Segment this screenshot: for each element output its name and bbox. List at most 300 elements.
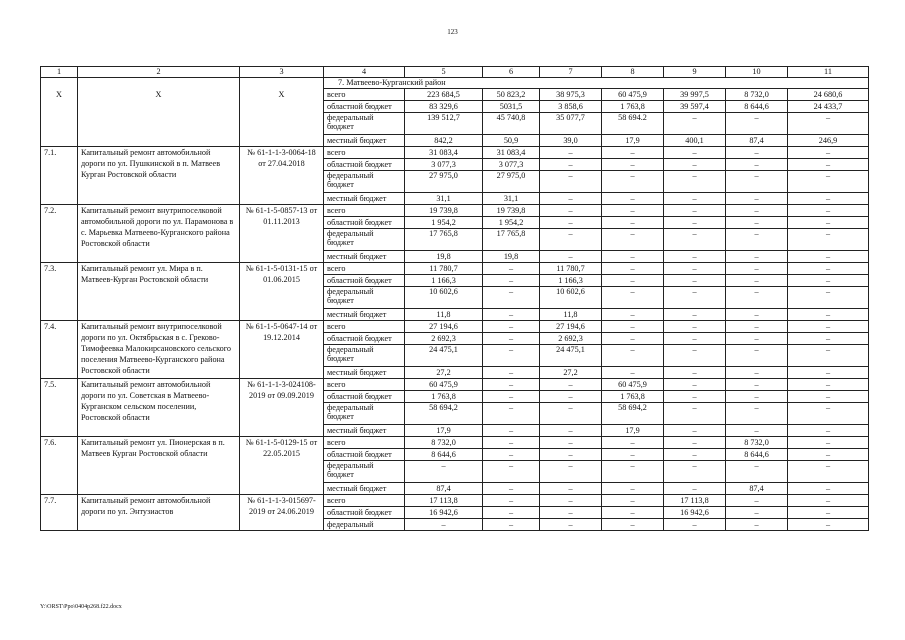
item-number: 7.2. xyxy=(41,205,78,263)
amount-cell: 19 739,8 xyxy=(405,205,483,217)
amount-cell: – xyxy=(726,229,788,251)
amount-cell: – xyxy=(726,205,788,217)
amount-cell: – xyxy=(726,367,788,379)
amount-cell: – xyxy=(726,333,788,345)
amount-cell: – xyxy=(540,229,602,251)
amount-cell: – xyxy=(726,287,788,309)
amount-cell: – xyxy=(483,287,540,309)
amount-cell: – xyxy=(788,217,869,229)
amount-cell: 39 997,5 xyxy=(664,89,726,101)
amount-cell: 45 740,8 xyxy=(483,113,540,135)
amount-cell: – xyxy=(788,229,869,251)
funding-source: местный бюджет xyxy=(324,367,405,379)
amount-cell: – xyxy=(788,251,869,263)
amount-cell: 24 475,1 xyxy=(540,345,602,367)
amount-cell: – xyxy=(602,309,664,321)
amount-cell: 842,2 xyxy=(405,135,483,147)
amount-cell: 27 975,0 xyxy=(483,171,540,193)
amount-cell: – xyxy=(726,147,788,159)
amount-cell: – xyxy=(602,495,664,507)
amount-cell: – xyxy=(540,403,602,425)
amount-cell: – xyxy=(602,171,664,193)
budget-table xyxy=(40,66,869,531)
summary-col3 xyxy=(240,135,324,147)
amount-cell: – xyxy=(483,483,540,495)
amount-cell: – xyxy=(664,287,726,309)
funding-source: федеральный бюджет xyxy=(324,403,405,425)
item-document: № 61-1-1-3-015697-2019 от 24.06.2019 xyxy=(240,495,324,531)
amount-cell: – xyxy=(726,263,788,275)
amount-cell: – xyxy=(726,193,788,205)
amount-cell: – xyxy=(788,519,869,531)
amount-cell: 58 694.2 xyxy=(602,113,664,135)
summary-col3: Х xyxy=(240,89,324,101)
amount-cell: – xyxy=(664,193,726,205)
summary-col2 xyxy=(78,135,240,147)
item-name: Капитальный ремонт внутрипоселковой дороги по ул. Октябрьская в с. Греково-Тимофеевка Малокирсановского сельского поселения Матвеево-Курганского района Ростовской области xyxy=(78,321,240,379)
amount-cell: – xyxy=(602,437,664,449)
amount-cell: 246,9 xyxy=(788,135,869,147)
amount-cell: – xyxy=(726,171,788,193)
amount-cell: – xyxy=(788,205,869,217)
amount-cell: – xyxy=(664,333,726,345)
amount-cell: – xyxy=(788,379,869,391)
amount-cell: 1 166,3 xyxy=(540,275,602,287)
amount-cell: – xyxy=(726,379,788,391)
amount-cell: 27,2 xyxy=(540,367,602,379)
amount-cell: – xyxy=(726,495,788,507)
amount-cell: – xyxy=(788,495,869,507)
funding-source: местный бюджет xyxy=(324,251,405,263)
amount-cell: – xyxy=(602,333,664,345)
amount-cell: – xyxy=(602,263,664,275)
amount-cell: 139 512,7 xyxy=(405,113,483,135)
amount-cell: 35 077,7 xyxy=(540,113,602,135)
amount-cell: – xyxy=(602,345,664,367)
amount-cell: – xyxy=(726,113,788,135)
amount-cell: – xyxy=(483,403,540,425)
amount-cell: – xyxy=(540,171,602,193)
funding-source: областной бюджет xyxy=(324,449,405,461)
amount-cell: 60 475,9 xyxy=(405,379,483,391)
funding-source: областной бюджет xyxy=(324,333,405,345)
amount-cell: – xyxy=(788,403,869,425)
amount-cell: – xyxy=(483,461,540,483)
amount-cell: – xyxy=(483,309,540,321)
amount-cell: – xyxy=(726,321,788,333)
amount-cell: 8 644,6 xyxy=(726,449,788,461)
summary-col1 xyxy=(41,113,78,135)
amount-cell: 31,1 xyxy=(405,193,483,205)
amount-cell: 87,4 xyxy=(726,483,788,495)
amount-cell: – xyxy=(664,379,726,391)
amount-cell: – xyxy=(664,147,726,159)
amount-cell: – xyxy=(726,519,788,531)
table-row xyxy=(41,495,869,507)
amount-cell: 31,1 xyxy=(483,193,540,205)
summary-col2: Х xyxy=(78,89,240,101)
amount-cell: – xyxy=(664,403,726,425)
amount-cell: – xyxy=(483,367,540,379)
amount-cell: 24 475,1 xyxy=(405,345,483,367)
amount-cell: – xyxy=(602,251,664,263)
amount-cell: – xyxy=(483,507,540,519)
amount-cell: – xyxy=(788,507,869,519)
amount-cell: – xyxy=(540,495,602,507)
amount-cell: 19,8 xyxy=(405,251,483,263)
column-header: 2 xyxy=(78,67,240,78)
funding-source: областной бюджет xyxy=(324,391,405,403)
amount-cell: – xyxy=(483,321,540,333)
funding-source: федеральный бюджет xyxy=(324,171,405,193)
amount-cell: – xyxy=(726,345,788,367)
amount-cell: – xyxy=(483,425,540,437)
amount-cell: – xyxy=(664,275,726,287)
item-number: 7.5. xyxy=(41,379,78,437)
funding-source: федеральный бюджет xyxy=(324,113,405,135)
funding-source: областной бюджет xyxy=(324,275,405,287)
summary-col3 xyxy=(240,113,324,135)
amount-cell: – xyxy=(540,425,602,437)
table-row xyxy=(41,321,869,333)
amount-cell: – xyxy=(540,449,602,461)
amount-cell: – xyxy=(483,333,540,345)
funding-source: всего xyxy=(324,89,405,101)
amount-cell: – xyxy=(726,461,788,483)
amount-cell: 50,9 xyxy=(483,135,540,147)
table-row xyxy=(41,89,869,101)
item-number: 7.3. xyxy=(41,263,78,321)
amount-cell: 3 077,3 xyxy=(483,159,540,171)
amount-cell: – xyxy=(664,321,726,333)
item-document: № 61-1-1-3-0064-18 от 27.04.2018 xyxy=(240,147,324,205)
amount-cell: 3 858,6 xyxy=(540,101,602,113)
amount-cell: 1 763,8 xyxy=(405,391,483,403)
amount-cell: – xyxy=(483,519,540,531)
summary-col1: Х xyxy=(41,89,78,101)
amount-cell: – xyxy=(788,159,869,171)
amount-cell: – xyxy=(788,449,869,461)
amount-cell: – xyxy=(540,217,602,229)
amount-cell: – xyxy=(788,113,869,135)
amount-cell: – xyxy=(602,449,664,461)
amount-cell: 11 780,7 xyxy=(405,263,483,275)
amount-cell: 19,8 xyxy=(483,251,540,263)
section-row xyxy=(41,78,869,89)
amount-cell: 27,2 xyxy=(405,367,483,379)
item-number: 7.6. xyxy=(41,437,78,495)
amount-cell: 3 077,3 xyxy=(405,159,483,171)
funding-source: федеральный бюджет xyxy=(324,461,405,483)
amount-cell: 39,0 xyxy=(540,135,602,147)
amount-cell: – xyxy=(540,193,602,205)
amount-cell: – xyxy=(788,287,869,309)
item-name: Капитальный ремонт ул. Пионерская в п. Матвеев Курган Ростовской области xyxy=(78,437,240,495)
amount-cell: – xyxy=(405,519,483,531)
amount-cell: 24 680,6 xyxy=(788,89,869,101)
amount-cell: – xyxy=(664,159,726,171)
amount-cell: – xyxy=(602,519,664,531)
table-row xyxy=(41,379,869,391)
amount-cell: – xyxy=(602,367,664,379)
amount-cell: 58 694,2 xyxy=(602,403,664,425)
amount-cell: – xyxy=(788,483,869,495)
amount-cell: 8 644,6 xyxy=(405,449,483,461)
summary-col1 xyxy=(41,135,78,147)
summary-col2 xyxy=(78,113,240,135)
amount-cell: – xyxy=(788,345,869,367)
amount-cell: – xyxy=(540,507,602,519)
amount-cell: 8 732,0 xyxy=(726,437,788,449)
amount-cell: – xyxy=(540,379,602,391)
item-document: № 61-1-5-0857-13 от 01.11.2013 xyxy=(240,205,324,263)
item-number: 7.1. xyxy=(41,147,78,205)
amount-cell: 1 166,3 xyxy=(405,275,483,287)
amount-cell: – xyxy=(664,229,726,251)
amount-cell: – xyxy=(664,425,726,437)
funding-source: всего xyxy=(324,437,405,449)
amount-cell: – xyxy=(602,287,664,309)
column-header: 7 xyxy=(540,67,602,78)
amount-cell: 17 765,8 xyxy=(483,229,540,251)
amount-cell: – xyxy=(664,251,726,263)
amount-cell: – xyxy=(602,193,664,205)
amount-cell: – xyxy=(788,391,869,403)
amount-cell: 10 602,6 xyxy=(405,287,483,309)
amount-cell: – xyxy=(483,263,540,275)
amount-cell: 400,1 xyxy=(664,135,726,147)
amount-cell: – xyxy=(540,519,602,531)
amount-cell: – xyxy=(664,391,726,403)
amount-cell: 16 942,6 xyxy=(405,507,483,519)
funding-source: областной бюджет xyxy=(324,101,405,113)
amount-cell: 17 113,8 xyxy=(405,495,483,507)
amount-cell: 223 684,5 xyxy=(405,89,483,101)
column-header: 5 xyxy=(405,67,483,78)
column-header: 8 xyxy=(602,67,664,78)
amount-cell: – xyxy=(726,275,788,287)
amount-cell: 27 194,6 xyxy=(540,321,602,333)
amount-cell: – xyxy=(664,461,726,483)
amount-cell: – xyxy=(788,333,869,345)
amount-cell: – xyxy=(602,461,664,483)
amount-cell: 17,9 xyxy=(602,135,664,147)
summary-col1 xyxy=(41,101,78,113)
amount-cell: – xyxy=(788,321,869,333)
amount-cell: – xyxy=(602,205,664,217)
amount-cell: – xyxy=(602,229,664,251)
funding-source: местный бюджет xyxy=(324,483,405,495)
amount-cell: – xyxy=(788,367,869,379)
amount-cell: – xyxy=(726,251,788,263)
amount-cell: – xyxy=(540,147,602,159)
amount-cell: 10 602,6 xyxy=(540,287,602,309)
amount-cell: – xyxy=(483,391,540,403)
funding-source: всего xyxy=(324,321,405,333)
amount-cell: – xyxy=(788,263,869,275)
amount-cell: – xyxy=(540,483,602,495)
amount-cell: – xyxy=(788,193,869,205)
summary-col2 xyxy=(78,101,240,113)
amount-cell: – xyxy=(483,495,540,507)
amount-cell: – xyxy=(602,147,664,159)
amount-cell: – xyxy=(602,483,664,495)
column-header: 3 xyxy=(240,67,324,78)
amount-cell: 11,8 xyxy=(540,309,602,321)
amount-cell: 17,9 xyxy=(602,425,664,437)
file-path: Y:\ORST\Ppo\0404p268.f22.docx xyxy=(40,604,122,610)
item-number: 7.7. xyxy=(41,495,78,531)
amount-cell: 1 763,8 xyxy=(602,101,664,113)
funding-source: федеральный xyxy=(324,519,405,531)
column-header: 4 xyxy=(324,67,405,78)
section-blank xyxy=(240,78,324,89)
amount-cell: – xyxy=(726,159,788,171)
amount-cell: 17,9 xyxy=(405,425,483,437)
amount-cell: – xyxy=(602,321,664,333)
amount-cell: – xyxy=(602,507,664,519)
funding-source: всего xyxy=(324,263,405,275)
table-row xyxy=(41,113,869,135)
amount-cell: – xyxy=(788,171,869,193)
funding-source: местный бюджет xyxy=(324,425,405,437)
amount-cell: – xyxy=(788,147,869,159)
amount-cell: – xyxy=(788,309,869,321)
page-number: 123 xyxy=(447,28,458,36)
amount-cell: 5031,5 xyxy=(483,101,540,113)
item-name: Капитальный ремонт автомобильной дороги по ул. Советская в Матвеево-Курганском сельском поселении, Ростовской области xyxy=(78,379,240,437)
amount-cell: – xyxy=(483,345,540,367)
column-header: 1 xyxy=(41,67,78,78)
section-blank xyxy=(78,78,240,89)
funding-source: всего xyxy=(324,379,405,391)
amount-cell: – xyxy=(664,519,726,531)
funding-source: областной бюджет xyxy=(324,507,405,519)
amount-cell: 83 329,6 xyxy=(405,101,483,113)
amount-cell: – xyxy=(726,217,788,229)
item-document: № 61-1-5-0647-14 от 19.12.2014 xyxy=(240,321,324,379)
amount-cell: 60 475,9 xyxy=(602,379,664,391)
amount-cell: – xyxy=(602,159,664,171)
funding-source: областной бюджет xyxy=(324,217,405,229)
amount-cell: – xyxy=(788,275,869,287)
amount-cell: – xyxy=(726,425,788,437)
amount-cell: 31 083,4 xyxy=(405,147,483,159)
amount-cell: 50 823,2 xyxy=(483,89,540,101)
amount-cell: 1 954,2 xyxy=(405,217,483,229)
amount-cell: – xyxy=(405,461,483,483)
amount-cell: – xyxy=(788,425,869,437)
table-row xyxy=(41,205,869,217)
amount-cell: 60 475,9 xyxy=(602,89,664,101)
amount-cell: – xyxy=(483,449,540,461)
amount-cell: – xyxy=(664,205,726,217)
amount-cell: 19 739,8 xyxy=(483,205,540,217)
amount-cell: 27 975,0 xyxy=(405,171,483,193)
funding-source: местный бюджет xyxy=(324,193,405,205)
amount-cell: – xyxy=(726,391,788,403)
amount-cell: – xyxy=(483,437,540,449)
funding-source: всего xyxy=(324,205,405,217)
table-row xyxy=(41,135,869,147)
amount-cell: 11 780,7 xyxy=(540,263,602,275)
amount-cell: – xyxy=(540,437,602,449)
amount-cell: – xyxy=(664,171,726,193)
amount-cell: 58 694,2 xyxy=(405,403,483,425)
amount-cell: 2 692,3 xyxy=(540,333,602,345)
amount-cell: 27 194,6 xyxy=(405,321,483,333)
amount-cell: – xyxy=(540,159,602,171)
amount-cell: – xyxy=(664,113,726,135)
section-title: 7. Матвеево-Курганский район xyxy=(324,78,869,89)
item-name: Капитальный ремонт автомобильной дороги по ул. Энтузиастов xyxy=(78,495,240,531)
amount-cell: – xyxy=(664,345,726,367)
funding-source: федеральный бюджет xyxy=(324,229,405,251)
amount-cell: – xyxy=(664,449,726,461)
amount-cell: – xyxy=(664,217,726,229)
amount-cell: – xyxy=(602,217,664,229)
item-number: 7.4. xyxy=(41,321,78,379)
summary-col3 xyxy=(240,101,324,113)
table-row xyxy=(41,263,869,275)
header-row xyxy=(41,67,869,78)
table-row xyxy=(41,101,869,113)
amount-cell: 2 692,3 xyxy=(405,333,483,345)
column-header: 10 xyxy=(726,67,788,78)
item-name: Капитальный ремонт ул. Мира в п. Матвеев-Курган Ростовской области xyxy=(78,263,240,321)
column-header: 11 xyxy=(788,67,869,78)
funding-source: местный бюджет xyxy=(324,309,405,321)
amount-cell: – xyxy=(664,263,726,275)
section-blank xyxy=(41,78,78,89)
amount-cell: 31 083,4 xyxy=(483,147,540,159)
amount-cell: – xyxy=(726,309,788,321)
item-name: Капитальный ремонт автомобильной дороги по ул. Пушкинской в п. Матвеев Курган Ростовской области xyxy=(78,147,240,205)
amount-cell: – xyxy=(540,251,602,263)
amount-cell: – xyxy=(602,275,664,287)
amount-cell: 24 433,7 xyxy=(788,101,869,113)
funding-source: федеральный бюджет xyxy=(324,287,405,309)
amount-cell: 39 597,4 xyxy=(664,101,726,113)
item-document: № 61-1-5-0131-15 от 01.06.2015 xyxy=(240,263,324,321)
amount-cell: 17 113,8 xyxy=(664,495,726,507)
funding-source: областной бюджет xyxy=(324,159,405,171)
funding-source: местный бюджет xyxy=(324,135,405,147)
amount-cell: – xyxy=(664,483,726,495)
amount-cell: – xyxy=(788,461,869,483)
amount-cell: 8 732,0 xyxy=(726,89,788,101)
table-row xyxy=(41,147,869,159)
table-body xyxy=(41,67,869,531)
amount-cell: 8 644,6 xyxy=(726,101,788,113)
column-header: 9 xyxy=(664,67,726,78)
item-document: № 61-1-5-0129-15 от 22.05.2015 xyxy=(240,437,324,495)
amount-cell: – xyxy=(726,507,788,519)
amount-cell: – xyxy=(540,391,602,403)
amount-cell: – xyxy=(726,403,788,425)
amount-cell: – xyxy=(483,275,540,287)
amount-cell: 8 732,0 xyxy=(405,437,483,449)
amount-cell: 16 942,6 xyxy=(664,507,726,519)
table-row xyxy=(41,437,869,449)
amount-cell: – xyxy=(664,437,726,449)
funding-source: всего xyxy=(324,495,405,507)
funding-source: всего xyxy=(324,147,405,159)
column-header: 6 xyxy=(483,67,540,78)
funding-source: федеральный бюджет xyxy=(324,345,405,367)
amount-cell: – xyxy=(664,309,726,321)
amount-cell: – xyxy=(664,367,726,379)
